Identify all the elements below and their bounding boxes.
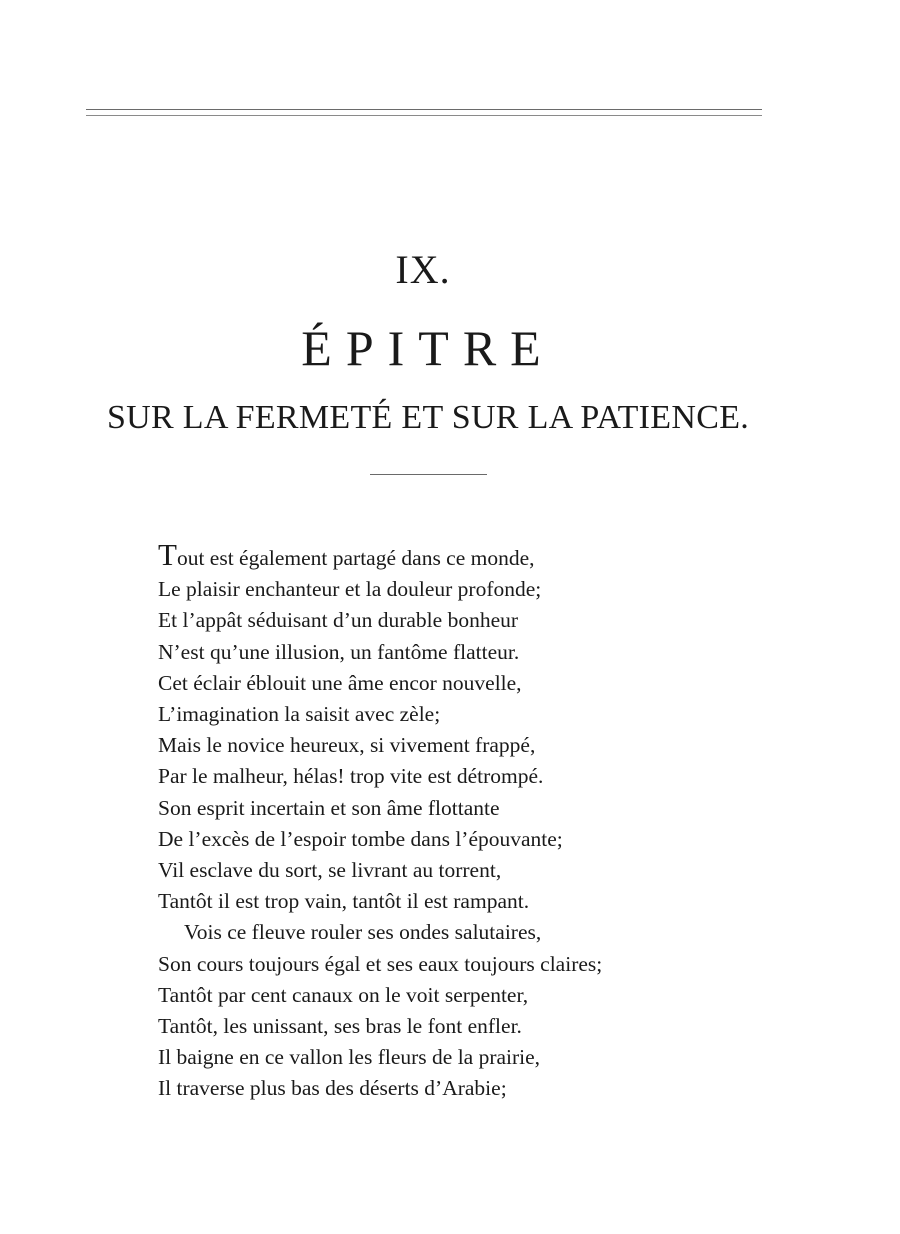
poem-line: Mais le novice heureux, si vivement frappé, (158, 733, 536, 758)
poem-initial-letter: T (158, 537, 177, 572)
poem-line: Vil esclave du sort, se livrant au torrent, (158, 858, 502, 883)
poem-first-line-text: out est également partagé dans ce monde, (176, 546, 535, 570)
poem-line: Cet éclair éblouit une âme encor nouvelle, (158, 670, 522, 695)
chapter-subtitle: SUR LA FERMETÉ ET SUR LA PATIENCE. (106, 399, 750, 436)
poem-line: Il traverse plus bas des déserts d’Arabie; (158, 1076, 507, 1101)
poem-line: Tantôt il est trop vain, tantôt il est rampant. (158, 889, 530, 914)
poem-line: L’imagination la saisit avec zèle; (158, 702, 441, 727)
chapter-title: ÉPITRE (301, 320, 555, 376)
poem-line: Et l’appât séduisant d’un durable bonheur (158, 608, 519, 633)
section-divider (370, 474, 487, 475)
poem-line: Le plaisir enchanteur et la douleur profonde; (158, 577, 542, 602)
poem-line: Vois ce fleuve rouler ses ondes salutaires, (184, 920, 542, 945)
poem-line: N’est qu’une illusion, un fantôme flatteur. (158, 639, 520, 664)
poem-line: Son cours toujours égal et ses eaux toujours claires; (158, 951, 603, 976)
poem-line: De l’excès de l’espoir tombe dans l’épouvante; (158, 826, 563, 851)
top-double-rule (86, 109, 762, 116)
poem-line: Il baigne en ce vallon les fleurs de la prairie, (158, 1045, 541, 1070)
poem-line (158, 537, 778, 574)
poem-line: Tantôt, les unissant, ses bras le font enfler. (158, 1014, 522, 1039)
poem-line: Tantôt par cent canaux on le voit serpenter, (158, 982, 529, 1007)
poem-lines (158, 574, 778, 1104)
poem-line: Son esprit incertain et son âme flottante (158, 795, 500, 820)
poem-line: Par le malheur, hélas! trop vite est détrompé. (158, 764, 544, 789)
poem-text (158, 537, 778, 1105)
chapter-number: IX. (395, 247, 451, 292)
